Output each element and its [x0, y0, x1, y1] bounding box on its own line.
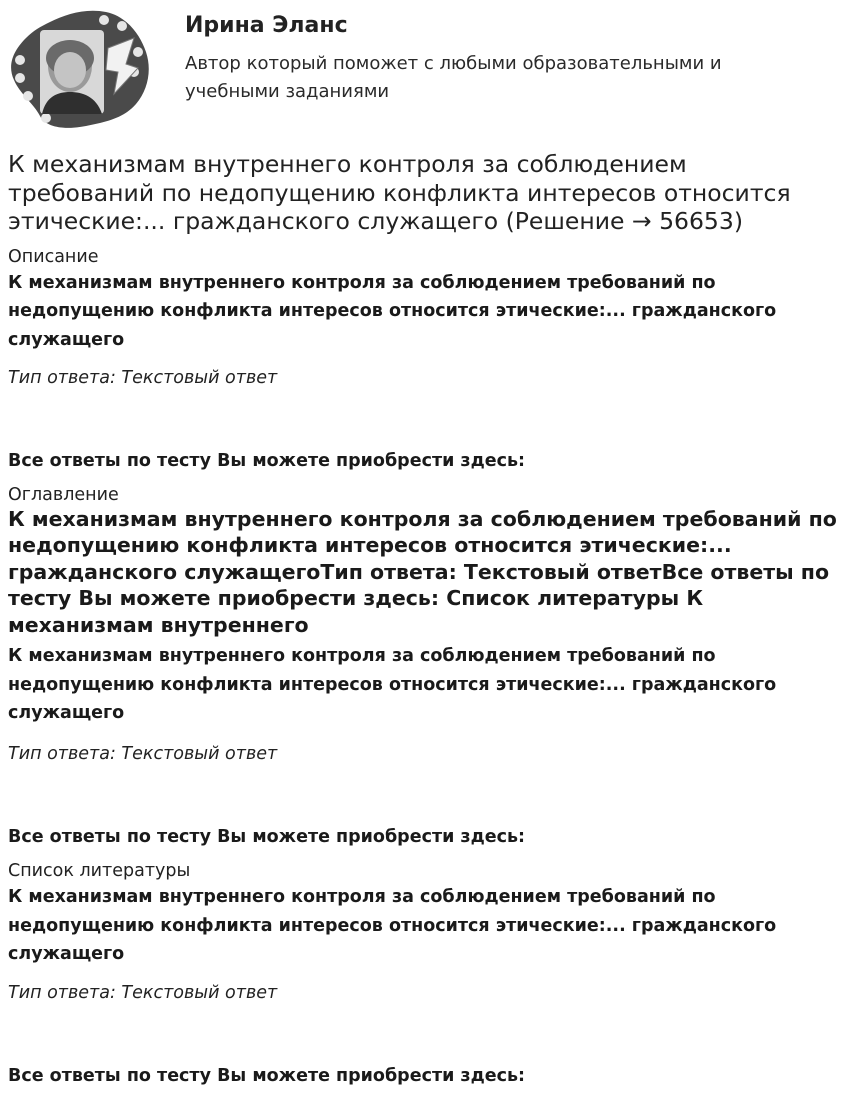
section-label-description: Описание [8, 246, 99, 267]
author-header [0, 0, 847, 135]
literature-answer-type: Тип ответа: Текстовый ответ [8, 982, 278, 1003]
toc-buy-text: Все ответы по тесту Вы можете приобрести здесь: [8, 826, 526, 847]
author-name: Ирина Эланс [185, 13, 348, 38]
toc-heading: К механизмам внутреннего контроля за соблюдением требований по недопущению конфликта интересов относится этические:... гражданского служащегоТип ответа: Текстовый ответВсе ответы по тесту Вы можете приобрести здесь: Список литературы К механизмам внутреннего [8, 506, 837, 637]
literature-question: К механизмам внутреннего контроля за соблюдением требований по недопущению конфликта интересов относится этические:... гражданского служащего [8, 887, 777, 964]
literature-buy-text: Все ответы по тесту Вы можете приобрести здесь: [8, 1065, 526, 1086]
description-section [8, 246, 839, 476]
description-buy-text: Все ответы по тесту Вы можете приобрести здесь: [8, 451, 526, 471]
page-title: К механизмам внутреннего контроля за соблюдением требований по недопущению конфликта интересов относится этические:... гражданского служащего (Решение → 56653) [8, 150, 791, 235]
toc-answer-type: Тип ответа: Текстовый ответ [8, 743, 278, 764]
section-label-toc: Оглавление [8, 484, 119, 505]
author-avatar [6, 8, 152, 130]
toc-question: К механизмам внутреннего контроля за соблюдением требований по недопущению конфликта интересов относится этические:... гражданского служащего [8, 646, 777, 723]
main-content [0, 150, 847, 1090]
description-answer-type: Тип ответа: Текстовый ответ [8, 368, 278, 388]
toc-section [8, 484, 839, 852]
section-label-literature: Список литературы [8, 861, 191, 881]
literature-section [8, 860, 839, 1090]
author-description: Автор который поможет с любыми образовательными и учебными заданиями [185, 53, 722, 102]
description-question: К механизмам внутреннего контроля за соблюдением требований по недопущению конфликта интересов относится этические:... гражданского служащего [8, 272, 777, 350]
